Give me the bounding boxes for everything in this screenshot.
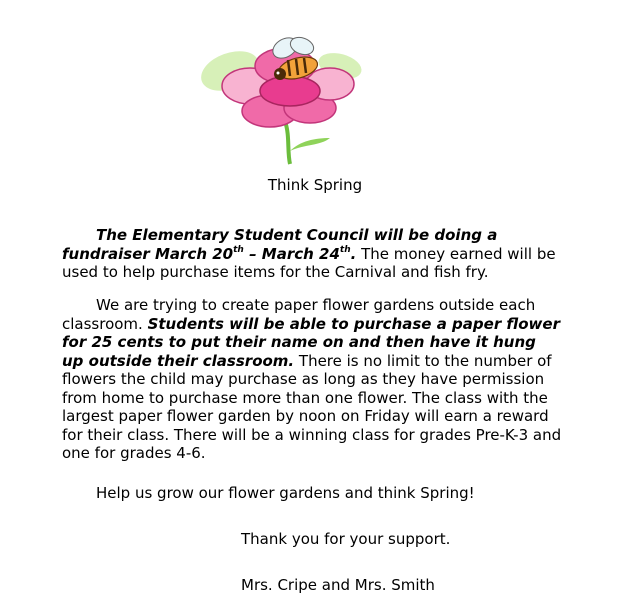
page-title: Think Spring xyxy=(267,176,363,194)
help-us-text: Help us grow our flower gardens and think Spring! xyxy=(96,484,475,502)
closing-thanks: Thank you for your support. xyxy=(241,530,451,548)
flower-with-bee-icon xyxy=(190,26,370,166)
fundraiser-text-a: The Elementary Student Council will be doing a fundraiser March 20 xyxy=(62,226,498,263)
signature: Mrs. Cripe and Mrs. Smith xyxy=(241,576,435,594)
gardens-details-text: There is no limit to the number of flowers the child may purchase as long as they have permission from home to purchase more than one flower. The class with the largest paper flower garden by noon on Friday will earn a reward for their class. There will be a winning class for grades Pre-K-3 and one for grades 4-6. xyxy=(62,351,562,462)
fundraiser-text-c: . xyxy=(350,244,357,263)
superscript-th-b: th xyxy=(339,244,351,255)
fundraiser-purpose-text: The money earned will be used to help purchase items for the Carnival and fish fry. xyxy=(62,244,556,281)
superscript-th-a: th xyxy=(233,244,244,255)
fundraiser-text-b: – March 24 xyxy=(243,244,340,263)
gardens-intro-text: We are trying to create paper flower gardens outside each classroom. xyxy=(62,296,536,333)
paragraph-flower-gardens xyxy=(62,296,562,463)
paragraph-fundraiser xyxy=(62,226,562,282)
paragraph-help-us xyxy=(62,484,562,503)
purchase-flower-text: Students will be able to purchase a paper flower for 25 cents to put their name on and then have it hung up outside their classroom. xyxy=(62,314,560,370)
